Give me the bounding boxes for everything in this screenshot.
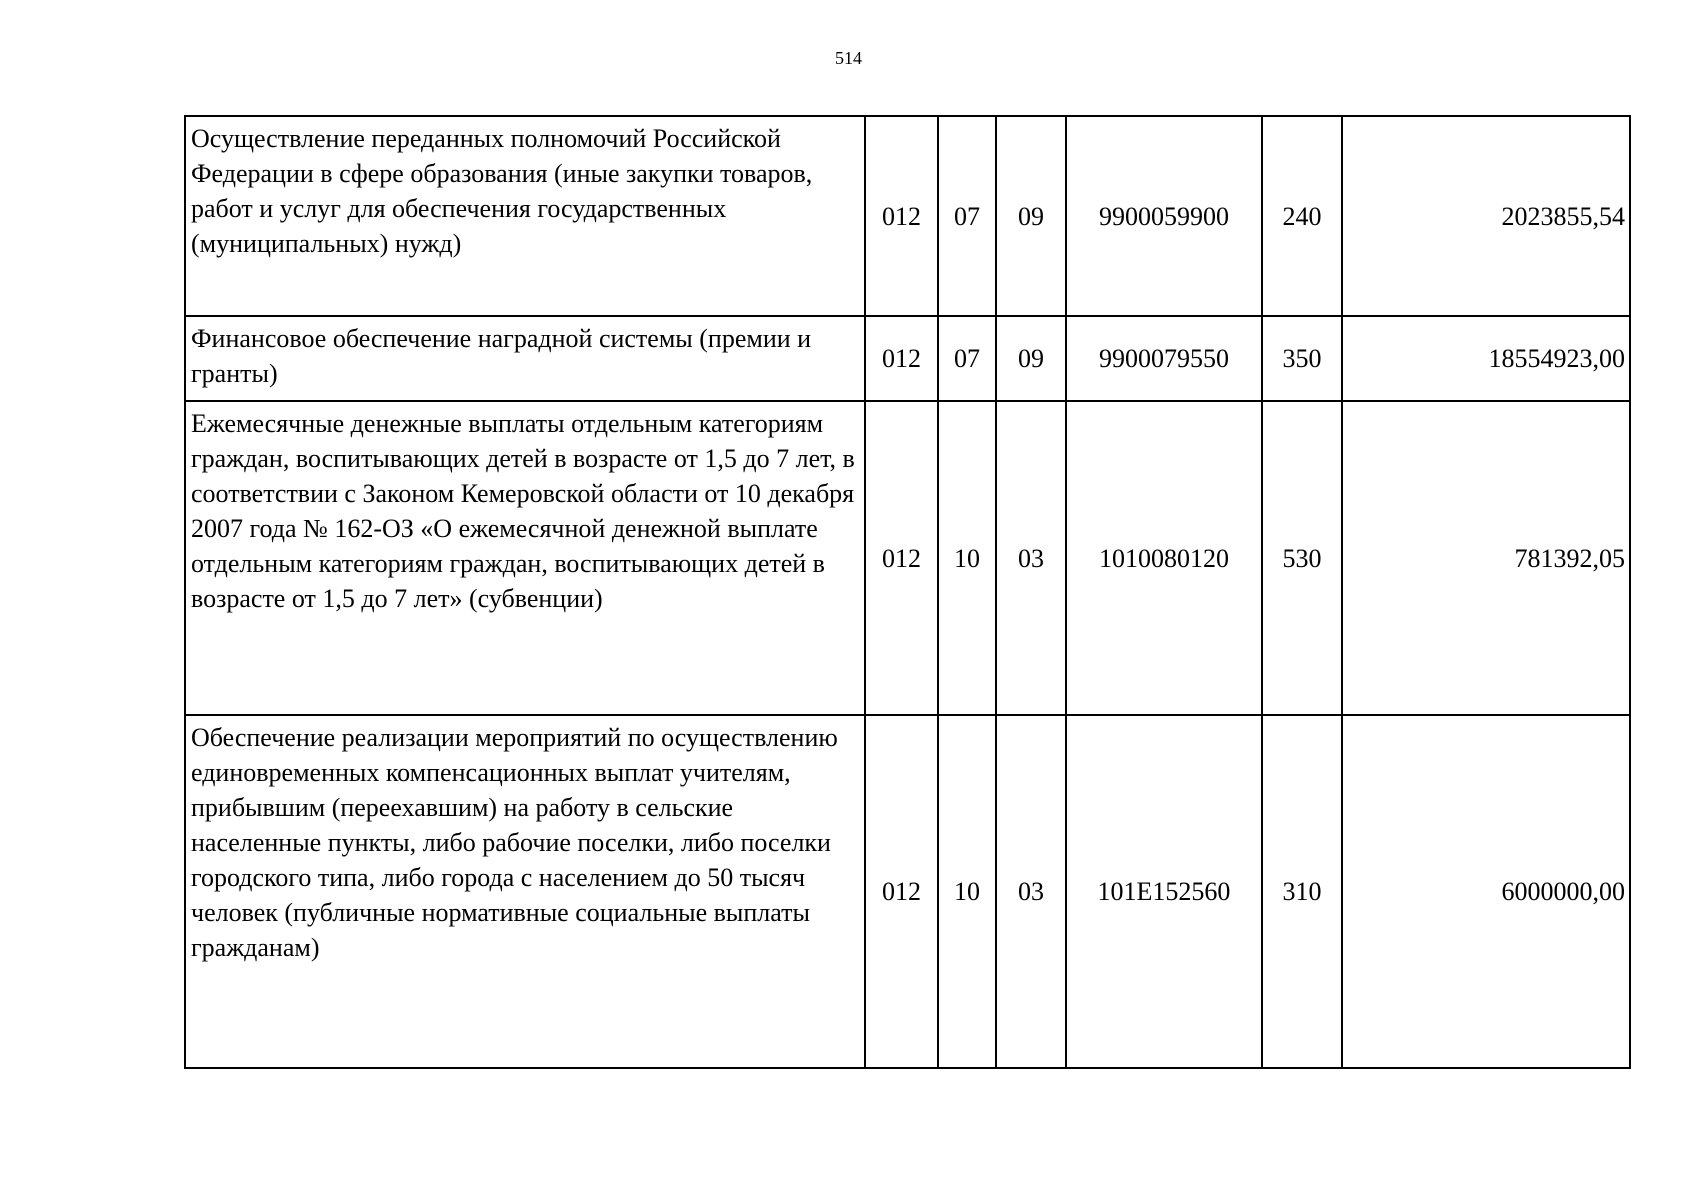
target-article-code: 1010080120 (1066, 401, 1262, 715)
expense-type-code: 350 (1262, 316, 1342, 401)
row-description: Обеспечение реализации мероприятий по осуществлению единовременных компенсационных выплат учителям, прибывшим (переехавшим) на работу в сельские населенные пункты, либо рабочие поселки, либо поселки городского типа, либо города с населением до 50 тысяч человек (публичные нормативные социальные выплаты гражданам) (185, 715, 865, 1068)
target-article-code: 101E152560 (1066, 715, 1262, 1068)
row-description: Ежемесячные денежные выплаты отдельным категориям граждан, воспитывающих детей в возрасте от 1,5 до 7 лет, в соответствии с Законом Кемеровской области от 10 декабря 2007 года № 162-ОЗ «О ежемесячной денежной выплате отдельным категориям граждан, воспитывающих детей в возрасте от 1,5 до 7 лет» (субвенции) (185, 401, 865, 715)
amount: 18554923,00 (1342, 316, 1630, 401)
budget-table (184, 115, 1631, 1069)
section-code: 07 (938, 316, 996, 401)
subsection-code: 03 (996, 715, 1066, 1068)
ministry-code: 012 (865, 116, 938, 316)
amount: 2023855,54 (1342, 116, 1630, 316)
subsection-code: 09 (996, 316, 1066, 401)
amount: 781392,05 (1342, 401, 1630, 715)
ministry-code: 012 (865, 715, 938, 1068)
section-code: 10 (938, 401, 996, 715)
expense-type-code: 240 (1262, 116, 1342, 316)
ministry-code: 012 (865, 316, 938, 401)
table-row (185, 401, 1630, 715)
section-code: 07 (938, 116, 996, 316)
table-row (185, 116, 1630, 316)
target-article-code: 9900079550 (1066, 316, 1262, 401)
target-article-code: 9900059900 (1066, 116, 1262, 316)
table-row (185, 316, 1630, 401)
expense-type-code: 310 (1262, 715, 1342, 1068)
row-description: Осуществление переданных полномочий Российской Федерации в сфере образования (иные закупки товаров, работ и услуг для обеспечения государственных (муниципальных) нужд) (185, 116, 865, 316)
row-description: Финансовое обеспечение наградной системы (премии и гранты) (185, 316, 865, 401)
subsection-code: 03 (996, 401, 1066, 715)
section-code: 10 (938, 715, 996, 1068)
table-row (185, 715, 1630, 1068)
page-number: 514 (835, 48, 862, 68)
ministry-code: 012 (865, 401, 938, 715)
amount: 6000000,00 (1342, 715, 1630, 1068)
expense-type-code: 530 (1262, 401, 1342, 715)
subsection-code: 09 (996, 116, 1066, 316)
